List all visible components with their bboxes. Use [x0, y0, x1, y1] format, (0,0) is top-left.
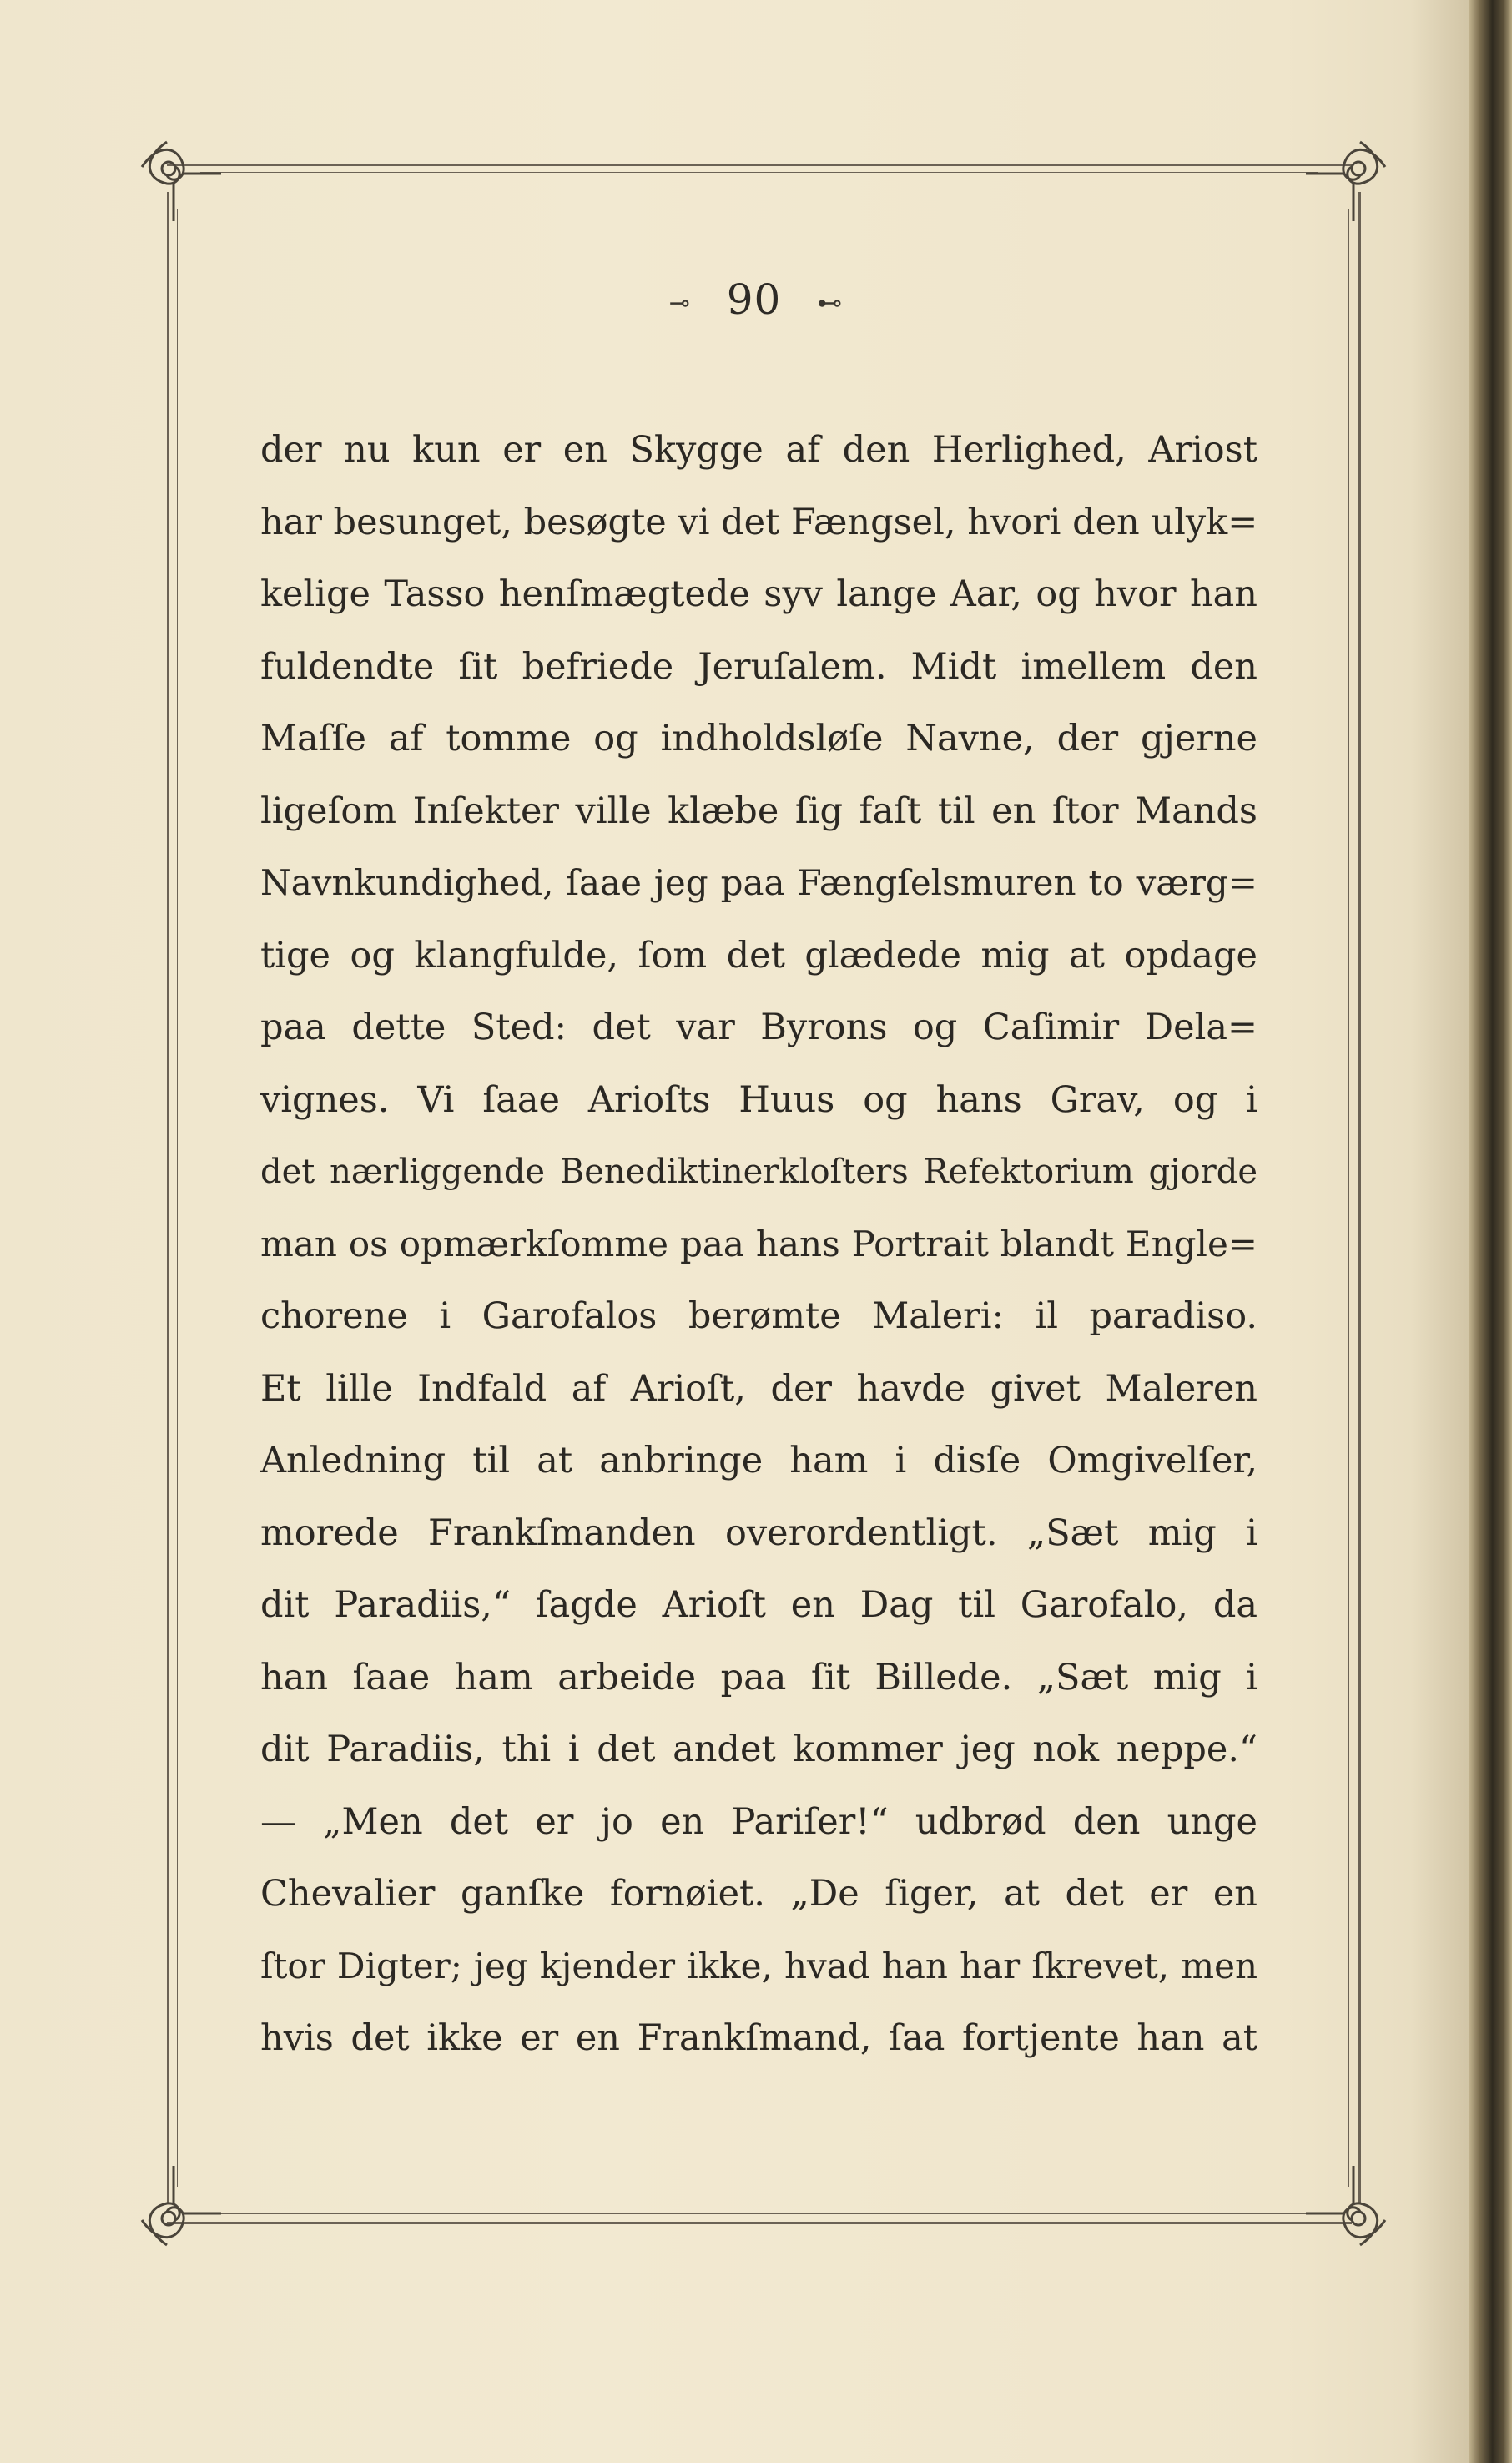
text-line: chorene i Garofalos berømte Maleri: il paradiso.: [260, 1295, 1257, 1337]
text-line: ſtor Digter; jeg kjender ikke, hvad han har ſkrevet, men: [260, 1945, 1257, 1986]
text-line: har besunget, besøgte vi det Fængsel, hvori den ulyk=: [260, 501, 1257, 543]
text-line: dit Paradiis, thi i det andet kommer jeg nok neppe.“: [260, 1729, 1257, 1770]
text-line: han ſaae ham arbeide paa ſit Billede. „Sæt mig i: [260, 1656, 1257, 1698]
body-text: [260, 414, 1257, 2075]
text-line: Maſſe af tomme og indholdsløſe Navne, der gjerne: [260, 718, 1257, 760]
text-line: morede Frankſmanden overordentligt. „Sæt mig i: [260, 1512, 1257, 1554]
text-line: paa dette Sted: det var Byrons og Caſimir Dela=: [260, 1007, 1257, 1048]
text-line: kelige Tasso henſmægtede syv lange Aar, og hvor han: [260, 573, 1257, 615]
corner-ornament-bottom-left-icon: [134, 2162, 225, 2254]
text-line: fuldendte ſit befriede Jeruſalem. Midt imellem den: [260, 645, 1257, 688]
frame-right-line-inner: [1348, 209, 1349, 2187]
text-line: Navnkundighed, ſaae jeg paa Fængſelsmuren to værg=: [260, 862, 1257, 903]
page-number-right-ornament-icon: ⊷: [817, 288, 844, 318]
book-edge: [1469, 0, 1512, 2463]
frame-top-line: [167, 164, 1352, 166]
frame-bottom-line: [167, 2222, 1352, 2224]
text-line: Chevalier ganſke fornøiet. „De ſiger, at det er en: [260, 1873, 1257, 1915]
frame-left-line-inner: [177, 209, 178, 2187]
corner-ornament-bottom-right-icon: [1302, 2162, 1394, 2254]
corner-ornament-top-right-icon: [1302, 134, 1394, 225]
text-line: tige og klangfulde, ſom det glædede mig at opdage: [260, 934, 1257, 977]
text-line: hvis det ikke er en Frankſmand, ſaa fortjente han at: [260, 2017, 1257, 2059]
page-number: 90: [726, 275, 782, 324]
text-line: dit Paradiis,“ ſagde Arioſt en Dag til Garofalo, da: [260, 1584, 1257, 1626]
text-line: ligeſom Inſekter ville klæbe ſig faſt til en ſtor Mands: [260, 790, 1257, 832]
text-line: Et lille Indfald af Arioſt, der havde givet Maleren: [260, 1367, 1257, 1410]
text-line: der nu kun er en Skygge af den Herlighed, Ariost: [260, 429, 1257, 471]
corner-ornament-top-left-icon: [134, 134, 225, 225]
text-line: man os opmærkſomme paa hans Portrait blandt Engle=: [260, 1223, 1257, 1264]
frame-bottom-line-inner: [200, 2213, 1318, 2214]
frame-top-line-inner: [200, 172, 1318, 173]
page-number-left-ornament-icon: ⊸: [668, 288, 691, 318]
text-line: vignes. Vi ſaae Arioſts Huus og hans Grav, og i: [260, 1078, 1257, 1121]
text-line: Anledning til at anbringe ham i disſe Omgivelſer,: [260, 1440, 1257, 1481]
text-line: — „Men det er jo en Pariſer!“ udbrød den unge: [260, 1800, 1257, 1843]
page-gutter-shadow: [1410, 0, 1469, 2463]
frame-left-line: [167, 192, 169, 2203]
text-line: det nærliggende Benediktinerkloſters Refektorium gjorde: [260, 1153, 1257, 1191]
page-number-header: [0, 275, 1512, 324]
frame-right-line: [1358, 192, 1361, 2203]
